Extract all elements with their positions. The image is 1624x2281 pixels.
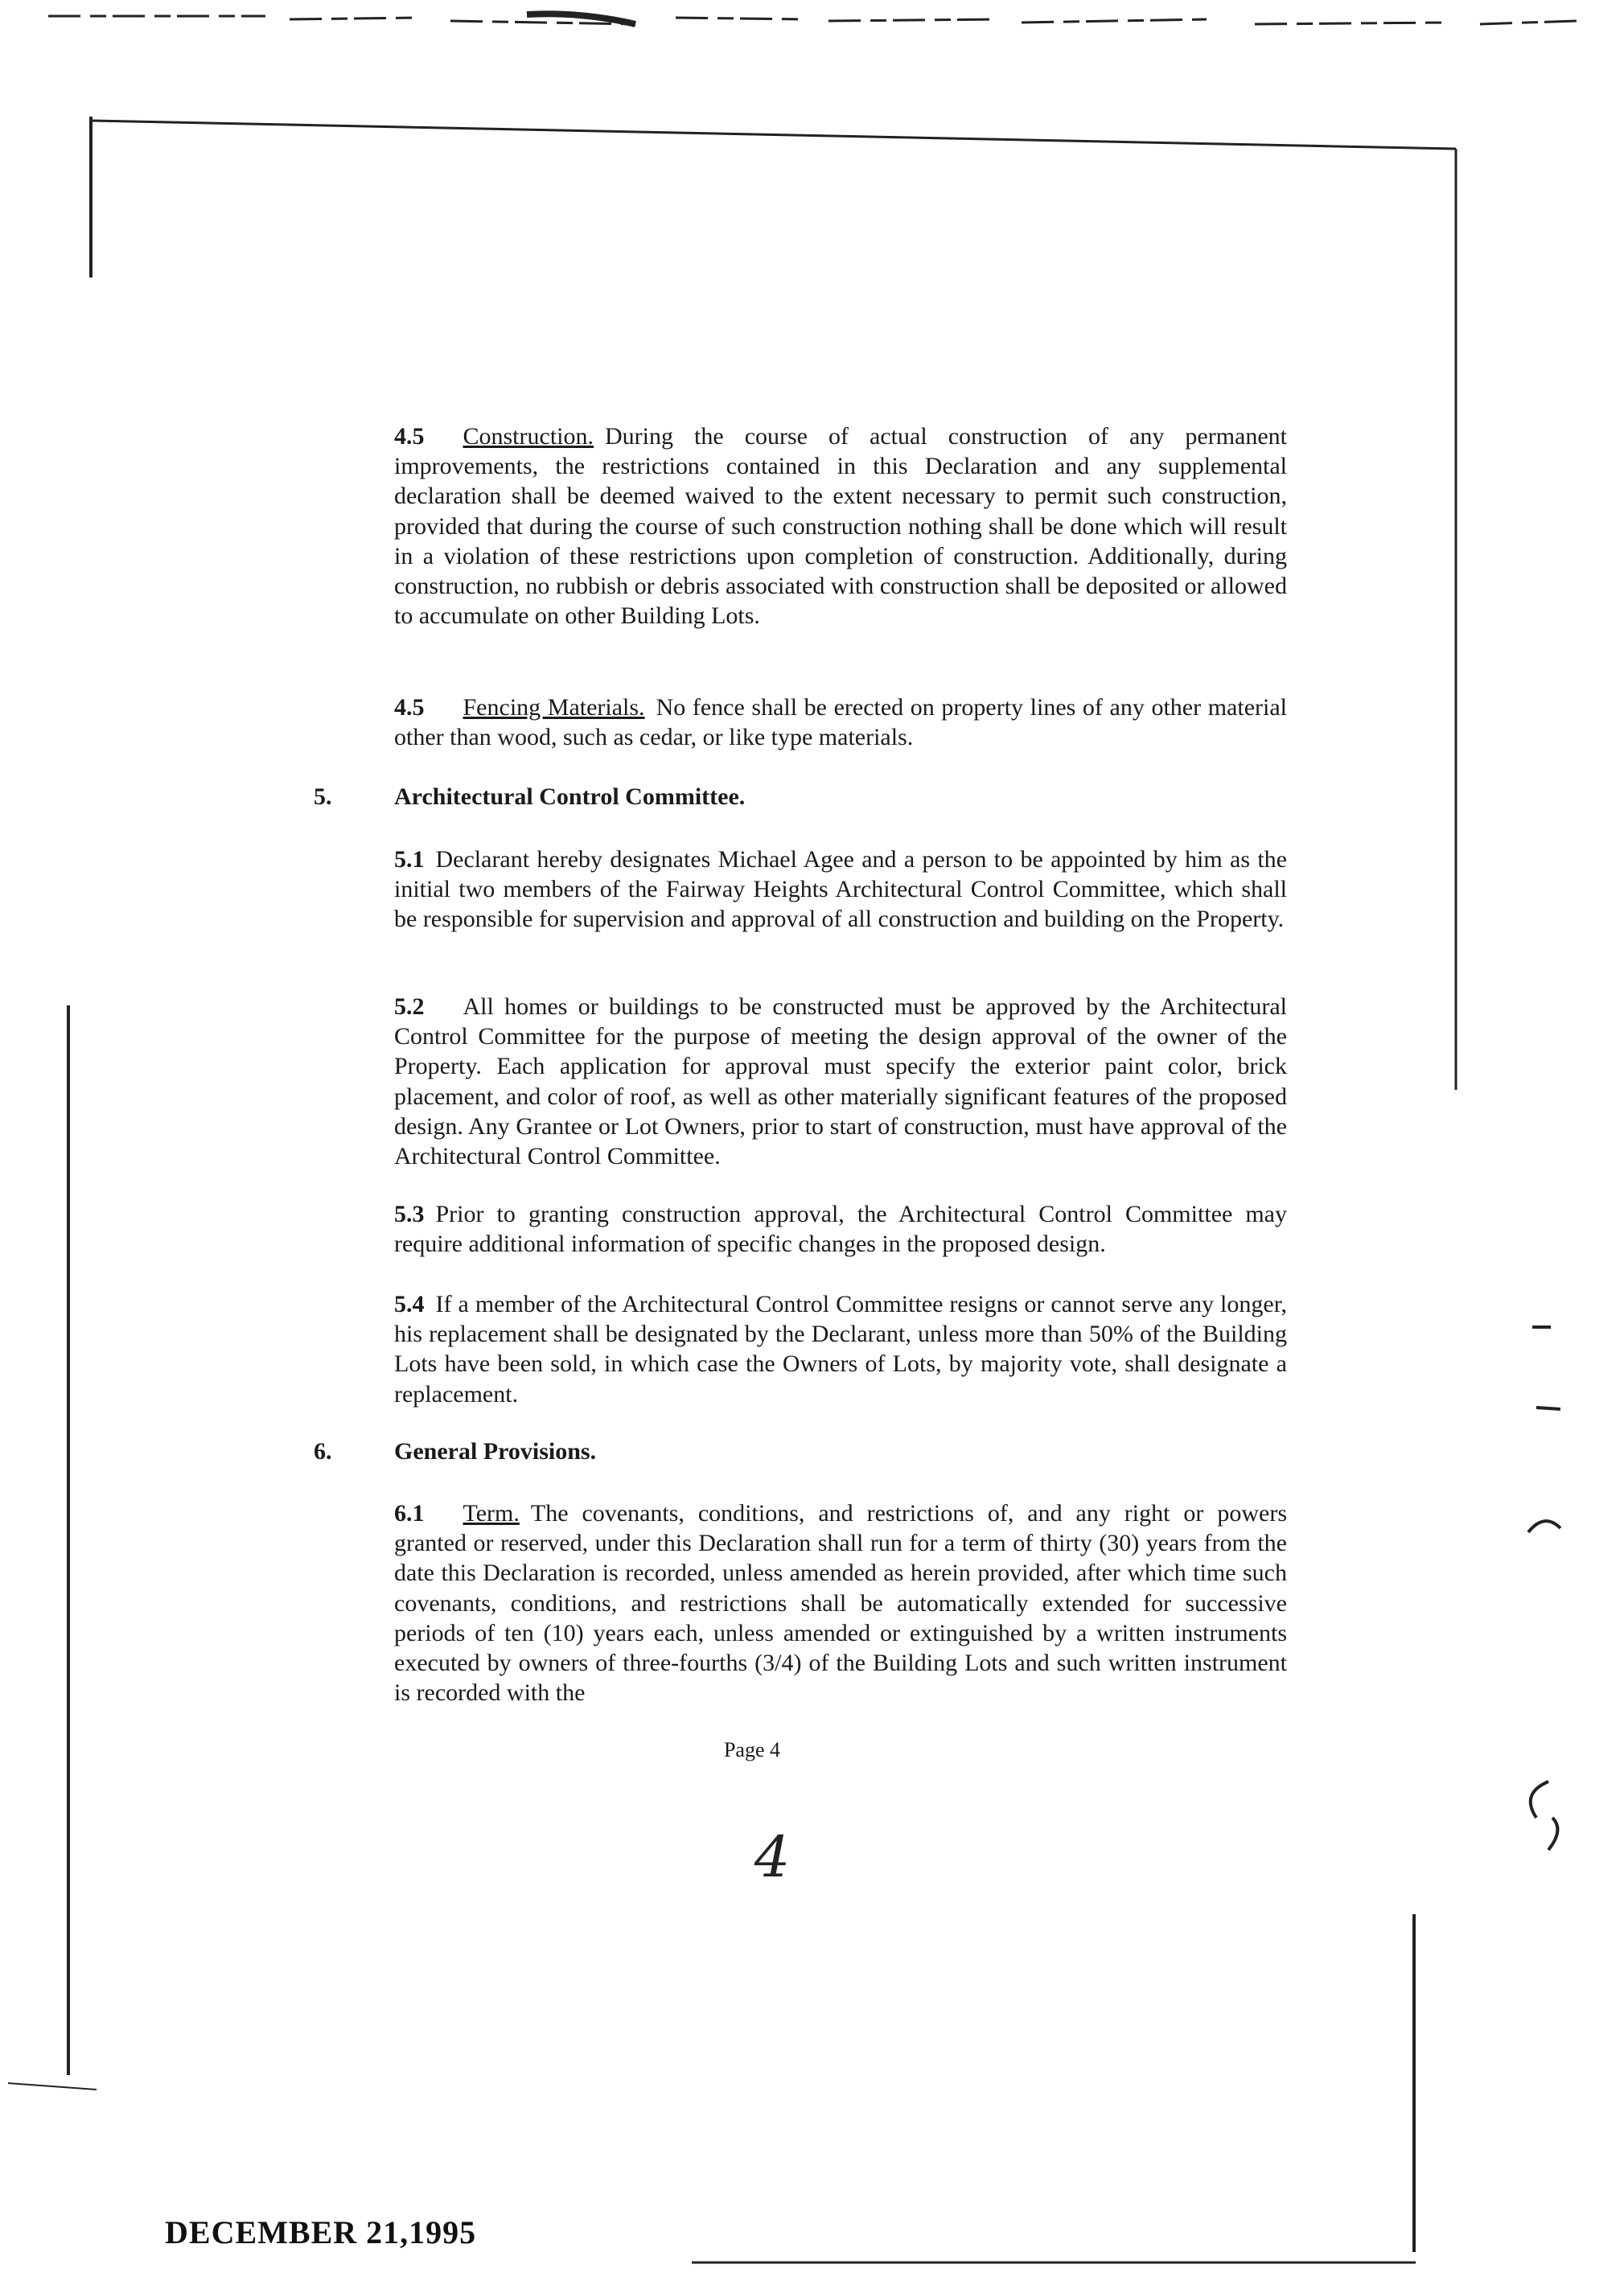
section-4-5-construction xyxy=(394,421,1287,631)
section-5-3 xyxy=(394,1199,1287,1259)
heading-title: Architectural Control Committee. xyxy=(394,783,746,810)
section-text: All homes or buildings to be constructed must be approved by the Architectural Control Committee for the purpose of meeting the design approval of the owner of the Property. Each application for approval must specify the exterior paint color, brick placement, and color of roof, as well as other materially significant features of the proposed design. Any Grantee or Lot Owners, prior to start of construction, must have approval of the Architectural Control Committee. xyxy=(394,993,1287,1170)
section-number: 5.2 xyxy=(394,993,425,1020)
section-caption: Fencing Materials. xyxy=(463,694,645,721)
handwritten-page-number: 4 xyxy=(754,1824,791,1890)
section-text: Declarant hereby designates Michael Agee and a person to be appointed by him as the initial two members of the Fairway Heights Architectural Control Committee, which shall be responsible for supervision and approval of all construction and building on the Property. xyxy=(394,846,1287,933)
section-text: During the course of actual construction of any permanent improvements, the restrictions contained in this Declaration and any supplemental declaration shall be deemed waived to the extent necessary to permit such construction, provided that during the course of such construction nothing shall be done which will result in a violation of these restrictions upon completion of construction. Additionally, during construction, no rubbish or debris associated with construction shall be deposited or allowed to accumulate on other Building Lots. xyxy=(394,423,1287,630)
section-number: 4.5 xyxy=(394,423,425,450)
heading-architectural-control-committee xyxy=(314,782,1279,812)
section-number: 4.5 xyxy=(394,694,425,721)
section-text: No fence shall be erected on property lines of any other material other than wood, such as cedar, or like type materials. xyxy=(394,694,1287,751)
section-caption: Term. xyxy=(463,1500,520,1527)
section-5-1 xyxy=(394,845,1287,935)
section-5-4 xyxy=(394,1289,1287,1409)
page-label: Page 4 xyxy=(723,1738,781,1761)
heading-number: 5. xyxy=(314,783,332,810)
section-number: 5.1 xyxy=(394,846,425,873)
section-text: The covenants, conditions, and restrictions of, and any right or powers granted or reserved, under this Declaration shall run for a term of thirty (30) years from the date this Declaration is recorded, unless amended as herein provided, after which time such covenants, conditions, and restrictions shall be automatically extended for successive periods of ten (10) years each, unless amended or extinguished by a written instruments executed by owners of three-fourths (3/4) of the Building Lots and such written instrument is recorded with the xyxy=(394,1500,1287,1707)
section-caption: Construction. xyxy=(463,423,594,450)
section-number: 6.1 xyxy=(394,1500,425,1527)
section-6-1-term xyxy=(394,1498,1287,1708)
section-number: 5.3 xyxy=(394,1201,425,1227)
date-stamp: DECEMBER 21,1995 xyxy=(165,2214,477,2250)
section-5-2 xyxy=(394,992,1287,1171)
section-number: 5.4 xyxy=(394,1291,425,1317)
heading-number: 6. xyxy=(314,1438,332,1465)
section-text: If a member of the Architectural Control Committee resigns or cannot serve any longer, his replacement shall be designated by the Declarant, unless more than 50% of the Building Lots have been sold, in which case the Owners of Lots, by majority vote, shall designate a replacement. xyxy=(394,1291,1287,1408)
section-text: Prior to granting construction approval, the Architectural Control Committee may require additional information of specific changes in the proposed design. xyxy=(394,1201,1287,1258)
heading-general-provisions xyxy=(314,1436,1279,1466)
heading-title: General Provisions. xyxy=(394,1438,597,1465)
section-4-5-fencing xyxy=(394,693,1287,752)
